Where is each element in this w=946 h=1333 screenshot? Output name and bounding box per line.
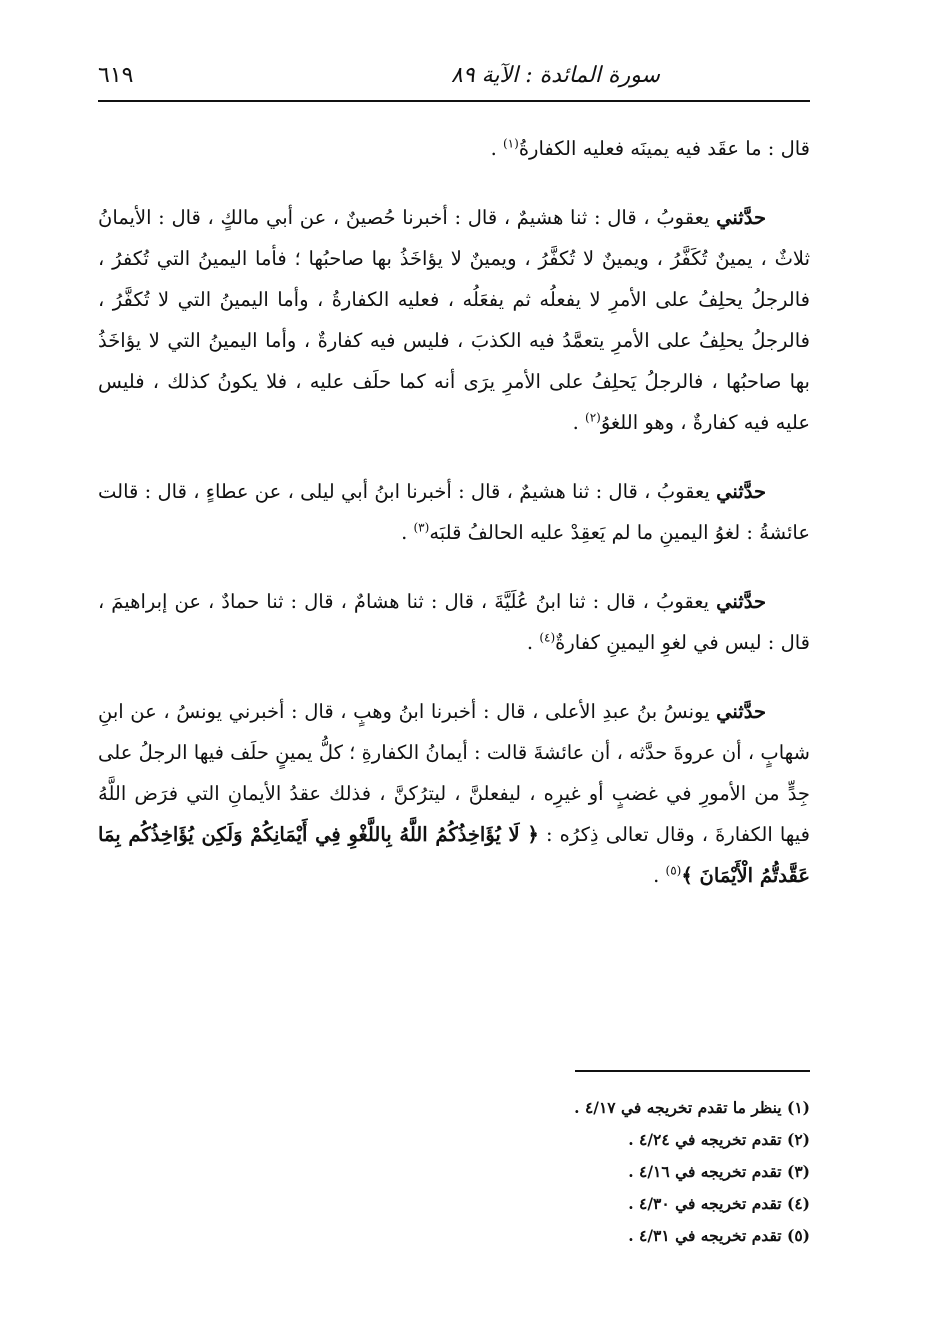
paragraph-5 bbox=[98, 691, 810, 896]
footnote-rule bbox=[575, 1070, 810, 1072]
footnotes bbox=[98, 1092, 810, 1252]
main-text bbox=[98, 128, 810, 924]
quran-verse: ﴿ لَا يُؤَاخِذُكُمُ اللَّهُ بِاللَّغْوِ فِي أَيْمَانِكُمْ وَلَكِن يُؤَاخِذُكُم بِمَا عَقَّدتُّمُ الْأَيْمَانَ ﴾ bbox=[98, 823, 810, 887]
page-header bbox=[98, 52, 810, 98]
paragraph-text: قال : ما عقَد فيه يمينَه فعليه الكفارةُ bbox=[518, 137, 810, 160]
paragraph-tail: . bbox=[490, 137, 503, 160]
header-rule bbox=[98, 100, 810, 102]
footnote-5: (٥) تقدم تخريجه في ٤/٣١ . bbox=[628, 1226, 810, 1245]
paragraph-text: يعقوبُ ، قال : ثنا هشيمٌ ، قال : أخبرنا حُصينٌ ، عن أبي مالكٍ ، قال : الأيمانُ ثلاثٌ ، يمينٌ تُكَفَّرُ ، ويمينٌ لا تُكفَّرُ ، ويمينٌ لا يؤاخَذُ بها صاحبُها ؛ فأما اليمينُ التي تُكفرُ ، فالرجلُ يحلِفُ على الأمرِ لا يفعلُه ثم يفعَلُه ، فعليه الكفارةُ ، وأما اليمينُ التي لا تُكفَّرُ ، فالرجلُ يحلِفُ على الأمرِ يتعمَّدُ فيه الكذبَ ، فليس فيه كفارةٌ ، وأما اليمينُ التي لا يؤاخَذُ بها صاحبُها ، فالرجلُ يَحلِفُ على الأمرِ يرَى أنه كما حلَف عليه ، فلا يكونُ كذلك ، فليس عليه فيه كفارةٌ ، وهو اللغوُ bbox=[98, 206, 810, 434]
footnote-ref: (٥) bbox=[665, 863, 682, 878]
paragraph-tail: . bbox=[653, 864, 666, 887]
narration-lead: حدَّثني bbox=[716, 590, 766, 613]
paragraph-3 bbox=[98, 471, 810, 553]
footnote-4: (٤) تقدم تخريجه في ٤/٣٠ . bbox=[628, 1194, 810, 1213]
footnote-1: (١) ينظر ما تقدم تخريجه في ٤/١٧ . bbox=[574, 1098, 810, 1117]
footnote-3: (٣) تقدم تخريجه في ٤/١٦ . bbox=[628, 1162, 810, 1181]
paragraph-text: يعقوبُ ، قال : ثنا هشيمٌ ، قال : أخبرنا ابنُ أبي ليلى ، عن عطاءٍ ، قال : قالت عائشةُ : لغوُ اليمينِ ما لم يَعقِدْ عليه الحالفُ قلبَه bbox=[98, 480, 810, 544]
narration-lead: حدَّثني bbox=[716, 480, 766, 503]
paragraph-text: يونسُ بنُ عبدِ الأعلى ، قال : أخبرنا ابنُ وهبٍ ، قال : أخبرني يونسُ ، عن ابنِ شهابٍ ، أن عروةَ حدَّثه ، أن عائشةَ قالت : أيمانُ الكفارةِ ؛ كلُّ يمينٍ حلَف فيها الرجلُ على جِدٍّ من الأمورِ في غضبٍ أو غيرِه ، ليفعلنَّ ، ليترُكنَّ ، فذلك عقدُ الأيمانِ التي فرَض اللَّهُ فيها الكفارةَ ، وقال تعالى ذِكرُه : bbox=[98, 700, 810, 846]
page-number: ٦١٩ bbox=[98, 62, 134, 88]
paragraph-1 bbox=[98, 128, 810, 169]
narration-lead: حدَّثني bbox=[716, 700, 766, 723]
footnote-ref: (٣) bbox=[413, 520, 430, 535]
footnote-ref: (٢) bbox=[585, 410, 601, 425]
paragraph-2 bbox=[98, 197, 810, 443]
paragraph-tail: . bbox=[401, 521, 414, 544]
footnote-2: (٢) تقدم تخريجه في ٤/٢٤ . bbox=[628, 1130, 810, 1149]
paragraph-tail: . bbox=[572, 411, 585, 434]
footnote-ref: (٤) bbox=[539, 630, 556, 645]
running-title: سورة المائدة : الآية ٨٩ bbox=[451, 62, 660, 88]
narration-lead: حدَّثني bbox=[716, 206, 766, 229]
paragraph-text: يعقوبُ ، قال : ثنا ابنُ عُلَيَّةَ ، قال : ثنا هشامٌ ، قال : ثنا حمادٌ ، عن إبراهيمَ ، قال : ليس في لغوِ اليمينِ كفارةٌ bbox=[98, 590, 810, 654]
footnote-ref: (١) bbox=[502, 136, 519, 151]
paragraph-4 bbox=[98, 581, 810, 663]
paragraph-tail: . bbox=[526, 631, 540, 654]
